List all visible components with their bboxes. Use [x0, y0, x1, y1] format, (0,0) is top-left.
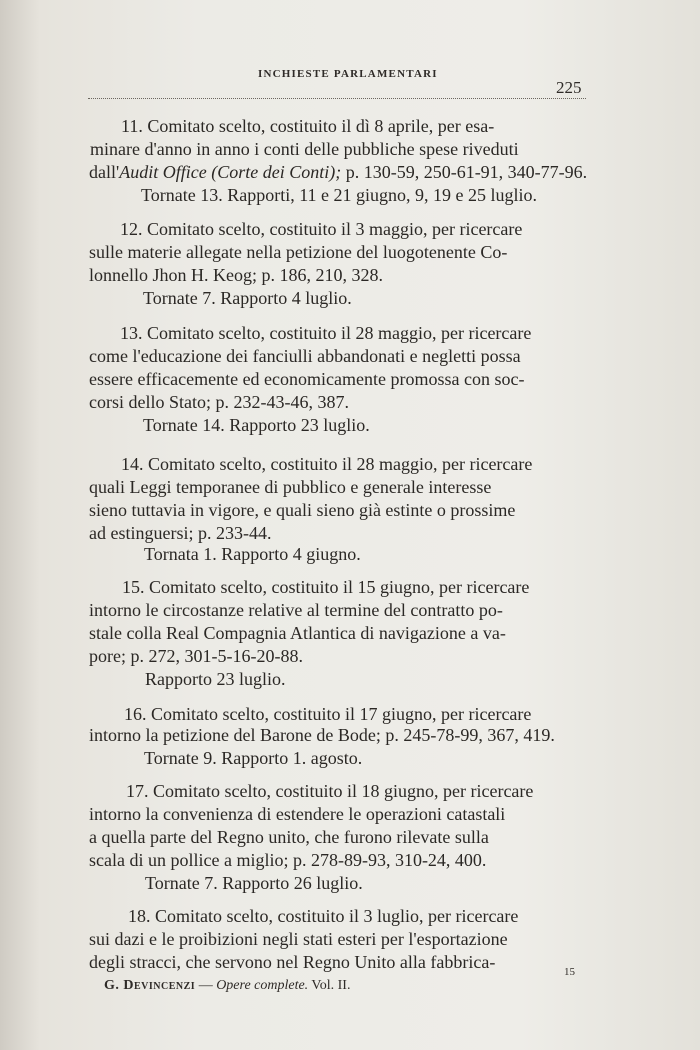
entry-13-line-5: Tornate 14. Rapporto 23 luglio. — [143, 415, 370, 435]
entry-15-line-1: 15. Comitato scelto, costituito il 15 giugno, per ricercare — [122, 577, 530, 597]
footer-separator: — — [195, 978, 217, 993]
footer-volume: Vol. II. — [308, 978, 351, 993]
footer-author: G. Devincenzi — [104, 978, 196, 993]
entry-12-line-4: Tornate 7. Rapporto 4 luglio. — [143, 288, 352, 308]
entry-13-line-1: 13. Comitato scelto, costituito il 28 maggio, per ricercare — [120, 323, 532, 343]
entry-11-line-4: Tornate 13. Rapporti, 11 e 21 giugno, 9, 19 e 25 luglio. — [141, 185, 538, 205]
entry-16-line-1: 16. Comitato scelto, costituito il 17 giugno, per ricercare — [124, 704, 532, 724]
page-number: 225 — [556, 78, 582, 97]
entry-17-line-3: a quella parte del Regno unito, che furono rilevate sulla — [89, 827, 489, 847]
entry-11-line-3: dall'Audit Office (Corte dei Conti); p. 130-59, 250-61-91, 340-77-96. — [89, 162, 588, 182]
entry-14-line-5: Tornata 1. Rapporto 4 giugno. — [144, 544, 361, 564]
entry-13-line-3: essere efficacemente ed economicamente promossa con soc- — [89, 369, 525, 389]
entry-15-line-4: pore; p. 272, 301-5-16-20-88. — [89, 646, 303, 666]
entry-14-line-4: ad estinguersi; p. 233-44. — [89, 523, 272, 543]
footer-imprint — [104, 978, 350, 994]
entry-12-line-1: 12. Comitato scelto, costituito il 3 maggio, per ricercare — [120, 219, 523, 239]
entry-12-line-2: sulle materie allegate nella petizione del luogotenente Co- — [89, 242, 508, 262]
entry-11-line-2: minare d'anno in anno i conti delle pubbliche spese riveduti — [90, 139, 519, 159]
entry-15-line-2: intorno le circostanze relative al termine del contratto po- — [89, 600, 503, 620]
entry-18-line-1: 18. Comitato scelto, costituito il 3 luglio, per ricercare — [128, 906, 519, 926]
entry-15-line-5: Rapporto 23 luglio. — [145, 669, 286, 689]
entry-16-line-3: Tornate 9. Rapporto 1. agosto. — [144, 748, 363, 768]
entry-15-line-3: stale colla Real Compagnia Atlantica di navigazione a va- — [89, 623, 506, 643]
entry-18-line-2: sui dazi e le proibizioni negli stati esteri per l'esportazione — [89, 929, 508, 949]
entry-13-line-4: corsi dello Stato; p. 232-43-46, 387. — [89, 392, 349, 412]
entry-14-line-1: 14. Comitato scelto, costituito il 28 maggio, per ricercare — [121, 454, 533, 474]
footer-work: Opere complete. — [216, 978, 309, 993]
entry-17-line-2: intorno la convenienza di estendere le operazioni catastali — [89, 804, 506, 824]
entry-11-line-1: 11. Comitato scelto, costituito il dì 8 aprile, per esa- — [121, 116, 495, 136]
entry-14-line-2: quali Leggi temporanee di pubblico e generale interesse — [89, 477, 492, 497]
entry-17-line-5: Tornate 7. Rapporto 26 luglio. — [145, 873, 363, 893]
entry-17-line-1: 17. Comitato scelto, costituito il 18 giugno, per ricercare — [126, 781, 534, 801]
entry-18-line-3: degli stracci, che servono nel Regno Unito alla fabbrica- — [89, 952, 496, 972]
signature-mark: 15 — [564, 966, 575, 978]
header-rule — [88, 98, 586, 99]
entry-12-line-3: lonnello Jhon H. Keog; p. 186, 210, 328. — [89, 265, 383, 285]
entry-17-line-4: scala di un pollice a miglio; p. 278-89-93, 310-24, 400. — [89, 850, 487, 870]
audit-office-italic: Audit Office (Corte dei Conti); — [119, 162, 342, 182]
entry-16-line-2: intorno la petizione del Barone de Bode; p. 245-78-99, 367, 419. — [89, 725, 555, 745]
entry-13-line-2: come l'educazione dei fanciulli abbandonati e negletti possa — [89, 346, 521, 366]
running-title: INCHIESTE PARLAMENTARI — [258, 68, 438, 80]
entry-14-line-3: sieno tuttavia in vigore, e quali sieno già estinte o prossime — [89, 500, 516, 520]
